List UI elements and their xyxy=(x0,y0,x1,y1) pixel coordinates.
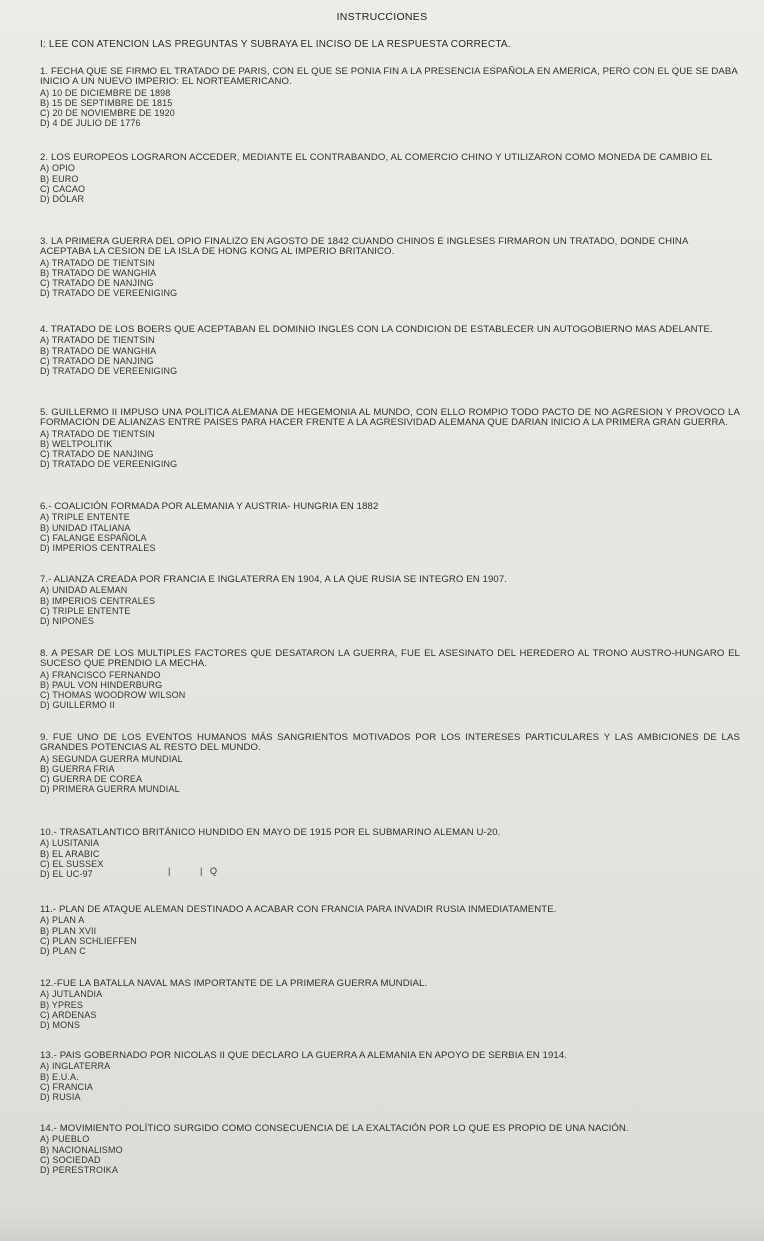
question-stem: 14.- MOVIMIENTO POLÍTICO SURGIDO COMO CONSECUENCIA DE LA EXALTACIÓN POR LO QUE ES PROPIO DE UNA NACIÓN. xyxy=(40,1123,629,1134)
option-a: A) JUTLANDIA xyxy=(40,989,103,1000)
option-a: A) TRIPLE ENTENTE xyxy=(40,512,130,523)
option-b: B) EURO xyxy=(40,173,79,184)
option-c: C) TRATADO DE NANJING xyxy=(40,278,154,289)
option-c: C) FRANCIA xyxy=(40,1081,93,1092)
option-b: B) GUERRA FRIA xyxy=(40,764,115,775)
option-b: B) PAUL VON HINDERBURG xyxy=(40,680,163,691)
question-5 xyxy=(40,408,740,470)
option-a: A) TRATADO DE TIENTSIN xyxy=(40,257,155,268)
option-d: D) 4 DE JULIO DE 1776 xyxy=(40,118,141,129)
question-stem: 9. FUE UNO DE LOS EVENTOS HUMANOS MÁS SANGRIENTOS MOTIVADOS POR LOS INTERESES PARTICULARES Y LAS AMBICIONES DE LAS GRANDES POTENCIAS AL RESTO DEL MUNDO. xyxy=(40,732,740,754)
option-b: B) NACIONALISMO xyxy=(40,1144,123,1155)
option-b: B) EL ARABIC xyxy=(40,848,100,859)
question-9 xyxy=(40,733,740,795)
instructions: I: LEE CON ATENCION LAS PREGUNTAS Y SUBRAYA EL INCISO DE LA RESPUESTA CORRECTA. xyxy=(40,39,511,50)
question-stem: 2. LOS EUROPEOS LOGRARON ACCEDER, MEDIANTE EL CONTRABANDO, AL COMERCIO CHINO Y UTILIZARON COMO MONEDA DE CAMBIO EL xyxy=(40,152,713,163)
stray-mark: Q xyxy=(210,866,218,876)
question-stem: 10.- TRASATLANTICO BRITÁNICO HUNDIDO EN MAYO DE 1915 POR EL SUBMARINO ALEMAN U-20. xyxy=(40,827,501,838)
question-10 xyxy=(40,828,740,879)
option-d: D) MONS xyxy=(40,1020,81,1031)
option-d: D) IMPERIOS CENTRALES xyxy=(40,543,156,554)
option-c: C) SOCIEDAD xyxy=(40,1154,101,1165)
option-a: A) FRANCISCO FERNANDO xyxy=(40,669,161,680)
question-8 xyxy=(40,649,740,711)
question-stem: 8. A PESAR DE LOS MULTIPLES FACTORES QUE DESATARON LA GUERRA, FUE EL ASESINATO DEL HEREDERO AL TRONO AUSTRO-HUNGARO EL SUCESO QUE PRENDIO LA MECHA. xyxy=(40,648,740,670)
question-1 xyxy=(40,67,740,129)
option-c: C) TRIPLE ENTENTE xyxy=(40,605,131,616)
question-4 xyxy=(40,325,740,376)
question-14 xyxy=(40,1124,740,1175)
option-c: C) 20 DE NOVIEMBRE DE 1920 xyxy=(40,108,175,119)
option-d: D) TRATADO DE VEREENIGING xyxy=(40,288,178,299)
option-c: C) TRATADO DE NANJING xyxy=(40,355,154,366)
question-stem: 3. LA PRIMERA GUERRA DEL OPIO FINALIZO EN AGOSTO DE 1842 CUANDO CHINOS E INGLESES FIRMARON UN TRATADO, DONDE CHINA ACEPTABA LA CESION DE LA ISLA DE HONG KONG AL IMPERIO BRITANICO. xyxy=(40,236,688,258)
option-c: C) FALANGE ESPAÑOLA xyxy=(40,532,147,543)
question-stem: 6.- COALICIÓN FORMADA POR ALEMANIA Y AUSTRIA- HUNGRIA EN 1882 xyxy=(40,501,379,512)
option-c: C) ARDENAS xyxy=(40,1009,97,1020)
option-d: D) RUSIA xyxy=(40,1092,81,1103)
question-stem: 4. TRATADO DE LOS BOERS QUE ACEPTABAN EL DOMINIO INGLES CON LA CONDICION DE ESTABLECER UN AUTOGOBIERNO MAS ADELANTE. xyxy=(40,324,713,335)
option-d: D) PERESTROIKA xyxy=(40,1165,119,1176)
page-title: INSTRUCCIONES xyxy=(336,11,428,23)
question-7 xyxy=(40,575,740,626)
option-b: B) TRATADO DE WANGHIA xyxy=(40,345,157,356)
stray-mark: | xyxy=(168,866,171,876)
option-d: D) NIPONES xyxy=(40,616,95,627)
question-3 xyxy=(40,237,740,299)
question-6 xyxy=(40,502,740,553)
question-stem: 13.- PAIS GOBERNADO POR NICOLAS II QUE DECLARO LA GUERRA A ALEMANIA EN APOYO DE SERBIA EN 1914. xyxy=(40,1050,568,1061)
option-d: D) TRATADO DE VEREENIGING xyxy=(40,366,178,377)
page-edge-shadow xyxy=(0,1211,764,1241)
question-stem: 11.- PLAN DE ATAQUE ALEMAN DESTINADO A ACABAR CON FRANCIA PARA INVADIR RUSIA INMEDIATAMENTE. xyxy=(40,904,557,915)
option-a: A) OPIO xyxy=(40,163,76,174)
option-c: C) EL SUSSEX xyxy=(40,858,104,869)
option-a: A) TRATADO DE TIENTSIN xyxy=(40,428,155,439)
option-b: B) E.U.A. xyxy=(40,1071,79,1082)
option-a: A) PLAN A xyxy=(40,915,85,926)
stray-mark: | xyxy=(200,866,203,876)
option-d: D) EL UC-97 xyxy=(40,869,93,880)
option-a: A) LUSITANIA xyxy=(40,838,100,849)
option-b: B) IMPERIOS CENTRALES xyxy=(40,595,156,606)
question-2 xyxy=(40,153,740,204)
option-d: D) PRIMERA GUERRA MUNDIAL xyxy=(40,784,180,795)
question-stem: 12.-FUE LA BATALLA NAVAL MAS IMPORTANTE DE LA PRIMERA GUERRA MUNDIAL. xyxy=(40,978,428,989)
option-a: A) TRATADO DE TIENTSIN xyxy=(40,335,155,346)
option-d: D) DÓLAR xyxy=(40,194,85,205)
option-b: B) WELTPOLITIK xyxy=(40,439,113,450)
option-c: C) CACAO xyxy=(40,183,86,194)
option-a: A) INGLATERRA xyxy=(40,1061,111,1072)
question-stem: 5. GUILLERMO II IMPUSO UNA POLITICA ALEMANA DE HEGEMONIA AL MUNDO, CON ELLO ROMPIO TODO PACTO DE NO AGRESION Y PROVOCO LA FORMACION DE ALIANZAS ENTRE PAISES PARA HACER FRENTE A LA AGRESIVIDAD ALEMANA QUE DARIAN INICIO A LA PRIMERA GRAN GUERRA. xyxy=(40,407,740,429)
option-d: D) GUILLERMO II xyxy=(40,700,115,711)
question-stem: 1. FECHA QUE SE FIRMO EL TRATADO DE PARIS, CON EL QUE SE PONIA FIN A LA PRESENCIA ESPAÑOLA EN AMERICA, PERO CON EL QUE SE DABA INICIO A UN NUEVO IMPERIO: EL NORTEAMERICANO. xyxy=(40,66,738,88)
option-d: D) PLAN C xyxy=(40,946,86,957)
option-b: B) UNIDAD ITALIANA xyxy=(40,522,131,533)
option-b: B) 15 DE SEPTIMBRE DE 1815 xyxy=(40,98,173,109)
option-a: A) SEGUNDA GUERRA MUNDIAL xyxy=(40,753,183,764)
question-12 xyxy=(40,979,740,1030)
option-c: C) PLAN SCHLIEFFEN xyxy=(40,935,137,946)
option-a: A) PUEBLO xyxy=(40,1134,90,1145)
option-b: B) YPRES xyxy=(40,999,84,1010)
option-a: A) 10 DE DICIEMBRE DE 1898 xyxy=(40,87,171,98)
option-c: C) GUERRA DE COREA xyxy=(40,774,143,785)
option-c: C) THOMAS WOODROW WILSON xyxy=(40,690,186,701)
question-13 xyxy=(40,1051,740,1102)
option-c: C) TRATADO DE NANJING xyxy=(40,449,154,460)
option-b: B) PLAN XVII xyxy=(40,925,97,936)
question-11 xyxy=(40,905,740,956)
option-b: B) TRATADO DE WANGHIA xyxy=(40,268,157,279)
option-d: D) TRATADO DE VEREENIGING xyxy=(40,459,178,470)
option-a: A) UNIDAD ALEMAN xyxy=(40,585,128,596)
question-stem: 7.- ALIANZA CREADA POR FRANCIA E INGLATERRA EN 1904, A LA QUE RUSIA SE INTEGRO EN 1907. xyxy=(40,574,508,585)
